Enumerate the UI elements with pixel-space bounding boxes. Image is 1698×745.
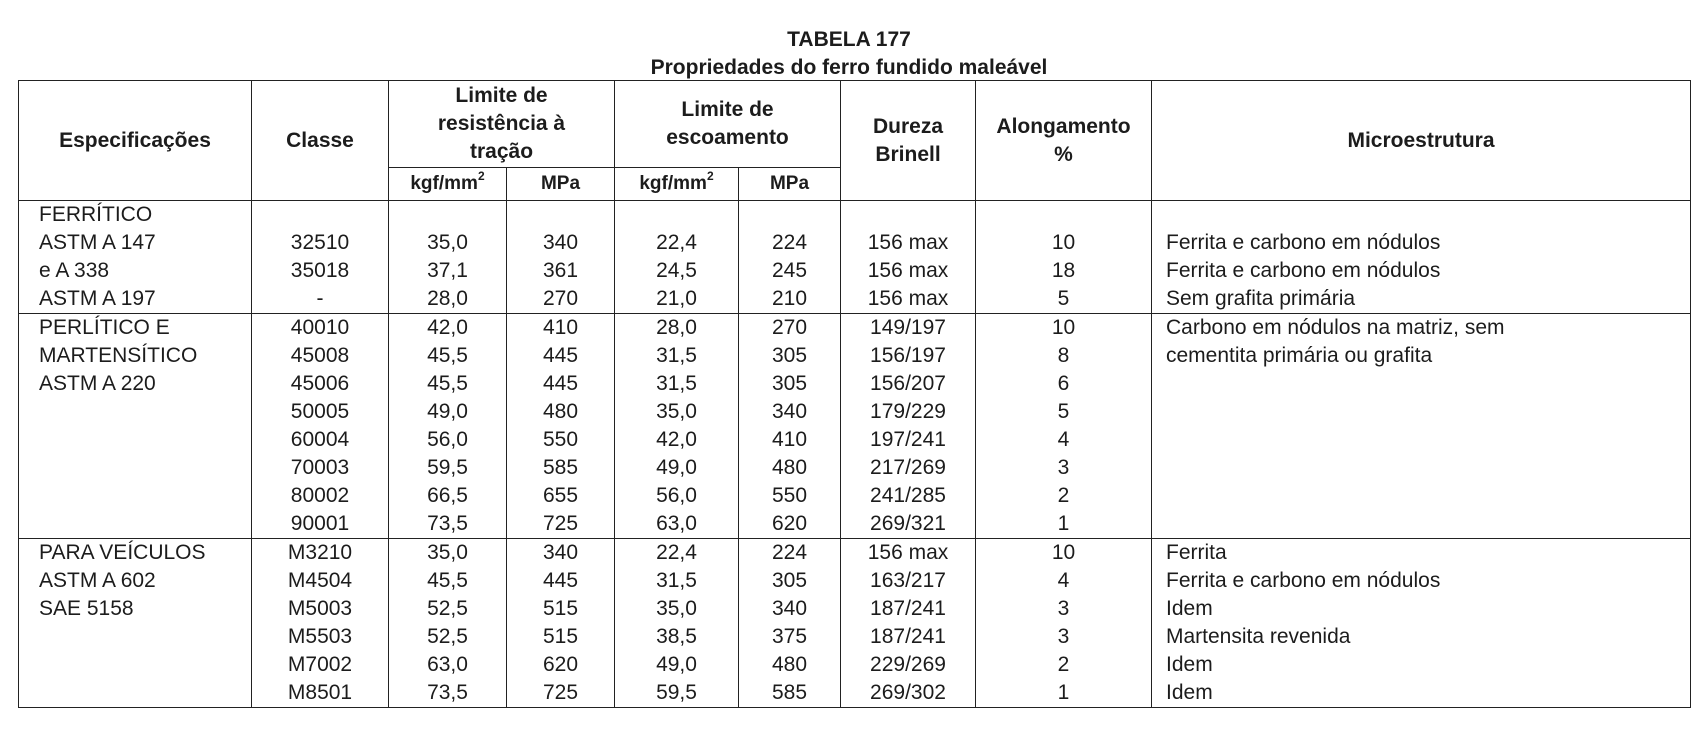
- header-microestrutura: Microestrutura: [1152, 81, 1691, 201]
- classe-line: 70003: [290, 456, 350, 479]
- escoamento-kgf-line: 24,5: [656, 259, 697, 282]
- classe-line: M3210: [287, 541, 353, 564]
- tracao-kgf-line: 35,0: [427, 541, 468, 564]
- unit-escoamento-mpa: MPa: [739, 168, 841, 201]
- tracao-kgf-line: 73,5: [427, 512, 468, 535]
- tracao-mpa-line: 725: [542, 681, 579, 704]
- tracao-mpa-cell: [507, 314, 615, 539]
- escoamento-kgf-line: 63,0: [656, 512, 697, 535]
- alongamento-cell: [976, 539, 1152, 708]
- dureza-cell: [841, 201, 976, 314]
- tracao-kgf-line: 66,5: [427, 484, 468, 507]
- escoamento-mpa-line: 550: [771, 484, 808, 507]
- unit-exponent: 2: [706, 169, 714, 183]
- tracao-mpa-line: 620: [542, 653, 579, 676]
- unit-tracao-kgf: [389, 168, 507, 201]
- classe-line: 40010: [290, 316, 350, 339]
- microestrutura-line: Sem grafita primária: [1166, 287, 1356, 310]
- table-row: [19, 539, 1691, 708]
- microestrutura-cell: [1152, 539, 1691, 708]
- spec-line: PERLÍTICO E: [39, 316, 170, 339]
- classe-line: 45008: [290, 344, 350, 367]
- classe-line: -: [316, 287, 324, 310]
- tracao-kgf-line: 42,0: [427, 316, 468, 339]
- table-title: TABELA 177: [787, 28, 911, 51]
- escoamento-kgf-line: 56,0: [656, 484, 697, 507]
- alongamento-line: 4: [1057, 569, 1070, 592]
- tracao-mpa-line: 725: [542, 512, 579, 535]
- escoamento-mpa-cell: [739, 314, 841, 539]
- classe-line: 90001: [290, 512, 350, 535]
- microestrutura-line: Carbono em nódulos na matriz, sem: [1166, 316, 1505, 339]
- classe-cell: [252, 539, 389, 708]
- escoamento-mpa-line: 245: [771, 259, 808, 282]
- spec-line: SAE 5158: [39, 597, 134, 620]
- tracao-kgf-line: 45,5: [427, 569, 468, 592]
- dureza-line: 229/269: [870, 653, 946, 676]
- alongamento-cell: [976, 314, 1152, 539]
- alongamento-line: 4: [1057, 428, 1070, 451]
- dureza-line: 163/217: [870, 569, 946, 592]
- spec-line: PARA VEÍCULOS: [39, 541, 206, 564]
- spec-line: MARTENSÍTICO: [39, 344, 198, 367]
- dureza-line: 197/241: [870, 428, 946, 451]
- tracao-kgf-line: 45,5: [427, 372, 468, 395]
- spec-line: ASTM A 220: [39, 372, 156, 395]
- table-caption: [0, 26, 1698, 82]
- dureza-line: 269/321: [870, 512, 946, 535]
- spec-line: ASTM A 197: [39, 287, 156, 310]
- dureza-line: 269/302: [870, 681, 946, 704]
- classe-cell: [252, 201, 389, 314]
- microestrutura-line: Idem: [1166, 681, 1213, 704]
- microestrutura-line: Ferrita e carbono em nódulos: [1166, 259, 1441, 282]
- classe-line: M5503: [287, 625, 353, 648]
- unit-escoamento-kgf: [615, 168, 739, 201]
- dureza-cell: [841, 539, 976, 708]
- dureza-line: 156/207: [870, 372, 946, 395]
- escoamento-kgf-line: 31,5: [656, 372, 697, 395]
- dureza-line: 156/197: [870, 344, 946, 367]
- spec-line: FERRÍTICO: [39, 203, 153, 226]
- escoamento-kgf-line: 22,4: [656, 541, 697, 564]
- dureza-line: 187/241: [870, 597, 946, 620]
- unit-label: kgf/mm: [410, 173, 478, 194]
- dureza-line: 241/285: [870, 484, 946, 507]
- microestrutura-line: Idem: [1166, 597, 1213, 620]
- tracao-mpa-line: 340: [542, 541, 579, 564]
- properties-table: [18, 80, 1691, 708]
- alongamento-line: 2: [1057, 484, 1070, 507]
- tracao-mpa-line: 550: [542, 428, 579, 451]
- header-classe: Classe: [252, 81, 389, 201]
- classe-line: 50005: [290, 400, 350, 423]
- header-limite-tracao-text: Limite de resistência à tração: [437, 84, 566, 163]
- escoamento-mpa-line: 375: [771, 625, 808, 648]
- tracao-mpa-line: 410: [542, 316, 579, 339]
- classe-line: M5003: [287, 597, 353, 620]
- escoamento-kgf-line: 49,0: [656, 456, 697, 479]
- classe-line: M8501: [287, 681, 353, 704]
- escoamento-kgf-line: 38,5: [656, 625, 697, 648]
- escoamento-mpa-line: 480: [771, 456, 808, 479]
- tracao-kgf-line: 63,0: [427, 653, 468, 676]
- escoamento-kgf-line: 28,0: [656, 316, 697, 339]
- table-subtitle: Propriedades do ferro fundido maleável: [650, 56, 1048, 79]
- header-limite-tracao: [389, 81, 615, 168]
- alongamento-line: 8: [1057, 344, 1070, 367]
- tracao-kgf-line: 56,0: [427, 428, 468, 451]
- tracao-kgf-line: 73,5: [427, 681, 468, 704]
- tracao-mpa-line: 270: [542, 287, 579, 310]
- escoamento-mpa-cell: [739, 201, 841, 314]
- table-body: [19, 201, 1691, 708]
- microestrutura-line: Martensita revenida: [1166, 625, 1351, 648]
- microestrutura-line: Ferrita e carbono em nódulos: [1166, 231, 1441, 254]
- tracao-kgf-line: 37,1: [427, 259, 468, 282]
- escoamento-kgf-cell: [615, 539, 739, 708]
- alongamento-line: 3: [1057, 456, 1070, 479]
- tracao-mpa-cell: [507, 539, 615, 708]
- tracao-mpa-line: 445: [542, 372, 579, 395]
- tracao-mpa-line: 445: [542, 344, 579, 367]
- escoamento-mpa-line: 305: [771, 344, 808, 367]
- escoamento-mpa-line: 305: [771, 372, 808, 395]
- header-dureza-text: Dureza Brinell: [872, 114, 944, 166]
- header-alongamento-text: Alongamento %: [996, 114, 1131, 166]
- alongamento-line: 5: [1057, 400, 1070, 423]
- unit-exponent: 2: [477, 169, 485, 183]
- header-especificacoes: Especificações: [19, 81, 252, 201]
- tracao-kgf-cell: [389, 201, 507, 314]
- dureza-line: 149/197: [870, 316, 946, 339]
- escoamento-kgf-line: 35,0: [656, 597, 697, 620]
- tracao-mpa-line: 655: [542, 484, 579, 507]
- classe-line: 80002: [290, 484, 350, 507]
- escoamento-kgf-line: 59,5: [656, 681, 697, 704]
- escoamento-mpa-line: 224: [771, 541, 808, 564]
- escoamento-kgf-line: 31,5: [656, 344, 697, 367]
- spec-cell: [19, 539, 252, 708]
- escoamento-mpa-line: 224: [771, 231, 808, 254]
- alongamento-line: 3: [1057, 597, 1070, 620]
- tracao-mpa-line: 480: [542, 400, 579, 423]
- escoamento-kgf-line: 35,0: [656, 400, 697, 423]
- header-limite-escoamento: [615, 81, 841, 168]
- escoamento-mpa-line: 340: [771, 597, 808, 620]
- alongamento-line: 2: [1057, 653, 1070, 676]
- header-dureza-brinell: [841, 81, 976, 201]
- classe-line: 45006: [290, 372, 350, 395]
- header-alongamento: [976, 81, 1152, 201]
- classe-line: 35018: [290, 259, 350, 282]
- spec-line: ASTM A 602: [39, 569, 156, 592]
- tracao-mpa-line: 340: [542, 231, 579, 254]
- tracao-mpa-cell: [507, 201, 615, 314]
- alongamento-line: 6: [1057, 372, 1070, 395]
- alongamento-line: 10: [1051, 541, 1076, 564]
- microestrutura-cell: [1152, 201, 1691, 314]
- dureza-line: 156 max: [867, 259, 949, 282]
- alongamento-line: 5: [1057, 287, 1070, 310]
- spec-line: ASTM A 147: [39, 231, 156, 254]
- tracao-kgf-line: 59,5: [427, 456, 468, 479]
- escoamento-mpa-line: 480: [771, 653, 808, 676]
- tracao-kgf-line: 52,5: [427, 625, 468, 648]
- tracao-kgf-cell: [389, 539, 507, 708]
- classe-line: 60004: [290, 428, 350, 451]
- header-limite-escoamento-text: Limite de escoamento: [666, 98, 789, 149]
- microestrutura-line: Ferrita: [1166, 541, 1227, 564]
- classe-line: 32510: [290, 231, 350, 254]
- dureza-line: 156 max: [867, 541, 949, 564]
- tracao-kgf-line: 49,0: [427, 400, 468, 423]
- escoamento-mpa-line: 270: [771, 316, 808, 339]
- unit-label: kgf/mm: [639, 173, 707, 194]
- classe-cell: [252, 314, 389, 539]
- alongamento-line: 1: [1057, 512, 1070, 535]
- escoamento-kgf-line: 31,5: [656, 569, 697, 592]
- alongamento-line: 18: [1051, 259, 1076, 282]
- microestrutura-line: cementita primária ou grafita: [1166, 344, 1433, 367]
- alongamento-line: 3: [1057, 625, 1070, 648]
- tracao-mpa-line: 361: [542, 259, 579, 282]
- tracao-kgf-line: 45,5: [427, 344, 468, 367]
- tracao-kgf-line: 35,0: [427, 231, 468, 254]
- escoamento-kgf-line: 21,0: [656, 287, 697, 310]
- dureza-line: 187/241: [870, 625, 946, 648]
- spec-cell: [19, 201, 252, 314]
- classe-line: M7002: [287, 653, 353, 676]
- escoamento-mpa-cell: [739, 539, 841, 708]
- alongamento-cell: [976, 201, 1152, 314]
- tracao-mpa-line: 585: [542, 456, 579, 479]
- table-row: [19, 201, 1691, 314]
- escoamento-mpa-line: 620: [771, 512, 808, 535]
- alongamento-line: 10: [1051, 231, 1076, 254]
- dureza-cell: [841, 314, 976, 539]
- microestrutura-line: Idem: [1166, 653, 1213, 676]
- tracao-kgf-cell: [389, 314, 507, 539]
- spec-line: e A 338: [39, 259, 110, 282]
- spec-cell: [19, 314, 252, 539]
- dureza-line: 156 max: [867, 287, 949, 310]
- escoamento-mpa-line: 305: [771, 569, 808, 592]
- microestrutura-cell: [1152, 314, 1691, 539]
- tracao-kgf-line: 52,5: [427, 597, 468, 620]
- escoamento-kgf-line: 49,0: [656, 653, 697, 676]
- alongamento-line: 10: [1051, 316, 1076, 339]
- microestrutura-line: Ferrita e carbono em nódulos: [1166, 569, 1441, 592]
- alongamento-line: 1: [1057, 681, 1070, 704]
- escoamento-kgf-cell: [615, 201, 739, 314]
- unit-tracao-mpa: MPa: [507, 168, 615, 201]
- tracao-mpa-line: 445: [542, 569, 579, 592]
- escoamento-mpa-line: 340: [771, 400, 808, 423]
- escoamento-mpa-line: 210: [771, 287, 808, 310]
- escoamento-mpa-line: 585: [771, 681, 808, 704]
- escoamento-kgf-line: 42,0: [656, 428, 697, 451]
- escoamento-kgf-line: 22,4: [656, 231, 697, 254]
- dureza-line: 179/229: [870, 400, 946, 423]
- classe-line: M4504: [287, 569, 353, 592]
- tracao-mpa-line: 515: [542, 597, 579, 620]
- dureza-line: 156 max: [867, 231, 949, 254]
- tracao-kgf-line: 28,0: [427, 287, 468, 310]
- escoamento-kgf-cell: [615, 314, 739, 539]
- tracao-mpa-line: 515: [542, 625, 579, 648]
- dureza-line: 217/269: [870, 456, 946, 479]
- table-row: [19, 314, 1691, 539]
- escoamento-mpa-line: 410: [771, 428, 808, 451]
